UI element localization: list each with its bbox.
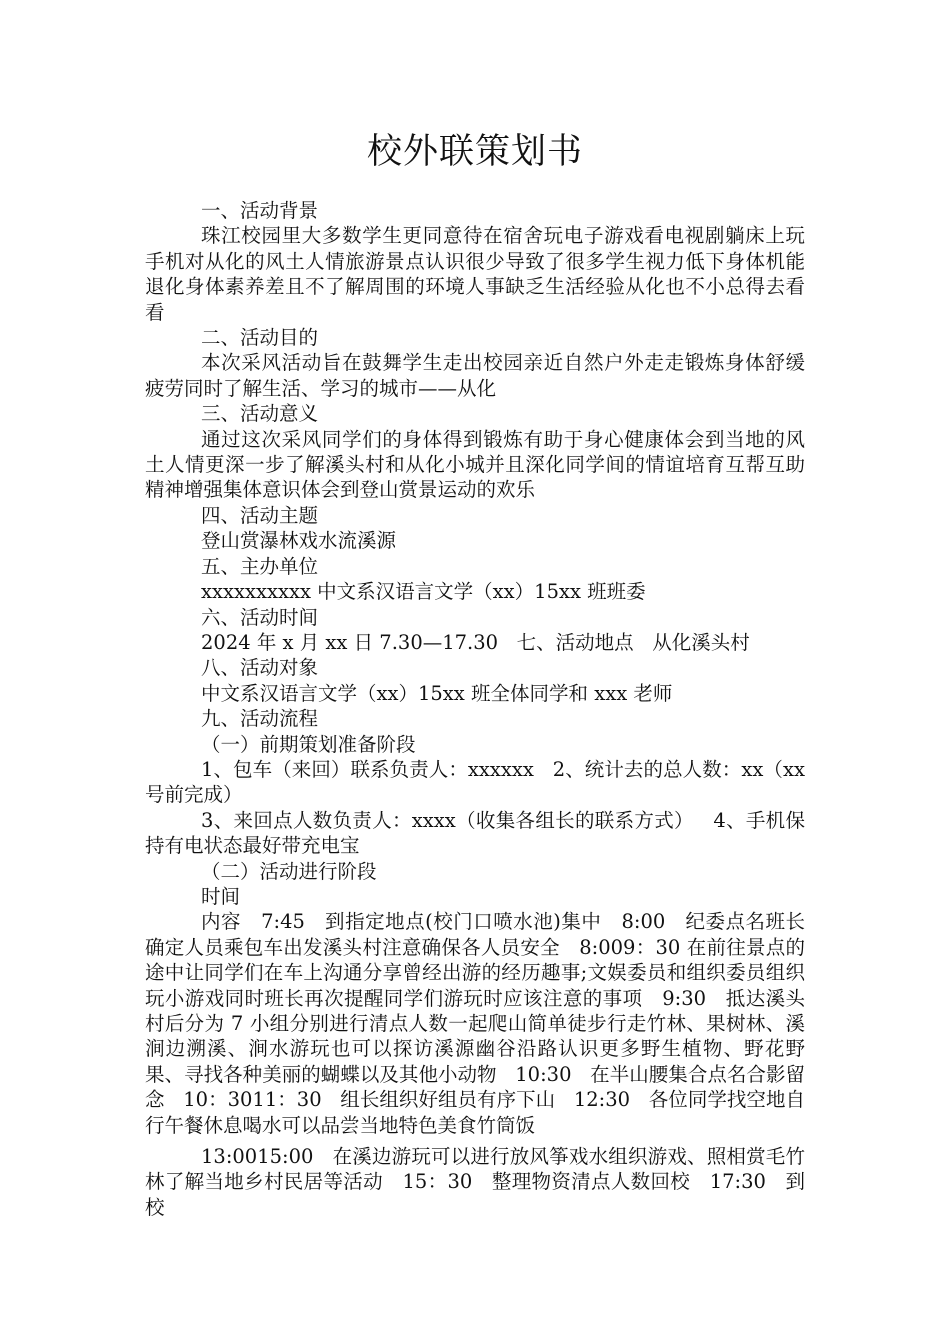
schedule-time-label: 时间	[201, 884, 241, 908]
page-title: 校外联策划书	[366, 132, 583, 172]
section-body-participants: 中文系汉语言文学（xx）15xx 班全体同学和 xxx 老师	[201, 681, 673, 705]
section-heading-participants: 八、活动对象	[201, 656, 319, 680]
section-heading-background: 一、活动背景	[201, 199, 319, 222]
section-body-significance: 通过这次采风同学们的身体得到锻炼有助于身心健康体会到当地的风土人情更深一步了解溪头村和从化小城并且深化同学间的情谊培育互帮互助精神增强集体意识体会到登山赏景运动的欢乐	[145, 427, 805, 502]
section-heading-time: 六、活动时间	[201, 605, 319, 629]
section-body-background: 珠江校园里大多数学生更同意待在宿舍玩电子游戏看电视剧躺床上玩手机对从化的风土人情旅游景点认识很少导致了很多学生视力低下身体机能退化身体素养差且不了解周围的环境人事缺乏生活经验从化也不小总得去看看	[145, 224, 805, 324]
section-body-purpose: 本次采风活动旨在鼓舞学生走出校园亲近自然户外走走锻炼身体舒缓疲劳同时了解生活、学习的城市——从化	[145, 351, 805, 400]
subsection-heading-preparation: （一）前期策划准备阶段	[201, 732, 416, 756]
section-heading-significance: 三、活动意义	[201, 402, 319, 426]
section-body-organizer: xxxxxxxxxx 中文系汉语言文学（xx）15xx 班班委	[201, 580, 646, 604]
document-page	[145, 128, 812, 1220]
section-heading-organizer: 五、主办单位	[201, 554, 319, 578]
section-body-theme: 登山赏瀑林戏水流溪源	[201, 529, 397, 553]
preparation-item-2: 3、来回点人数负责人：xxxx（收集各组长的联系方式） 4、手机保持有电状态最好带充电宝	[145, 808, 805, 858]
section-heading-theme: 四、活动主题	[201, 503, 319, 527]
subsection-heading-execution: （二）活动进行阶段	[201, 859, 377, 883]
section-heading-process: 九、活动流程	[201, 707, 319, 731]
schedule-body-part-2: 13:0015:00 在溪边游玩可以进行放风筝戏水组织游戏、照相赏毛竹林了解当地乡村民居等活动 15：30 整理物资清点人数回校 17:30 到校	[145, 1145, 805, 1219]
schedule-body-part-1: 内容 7:45 到指定地点(校门口喷水池)集中 8:00 纪委点名班长确定人员乘包车出发溪头村注意确保各人员安全 8:009：30 在前往景点的途中让同学们在车上沟通分享曾经出游的经历趣事;文娱委员和组织委员组织玩小游戏同时班长再次提醒同学们游玩时应该注意的事项 9:30 抵达溪头村后分为 7 小组分别进行清点人数一起爬山简单徒步行走竹林、果树林、溪涧边溯溪、涧水游玩也可以探访溪源幽谷沿路认识更多野生植物、野花野果、寻找各种美丽的蝴蝶以及其他小动物 10:30 在半山腰集合点名合影留念 10：3011：30 组长组织好组员有序下山 12:30 各位同学找空地自行午餐休息喝水可以品尝当地特色美食竹筒饭	[145, 910, 805, 1137]
section-body-time-location: 2024 年 x 月 xx 日 7.30—17.30 七、活动地点 从化溪头村	[201, 630, 750, 654]
section-heading-purpose: 二、活动目的	[201, 326, 319, 350]
preparation-item-1: 1、包车（来回）联系负责人：xxxxxx 2、统计去的总人数：xx（xx 号前完成）	[145, 757, 812, 807]
